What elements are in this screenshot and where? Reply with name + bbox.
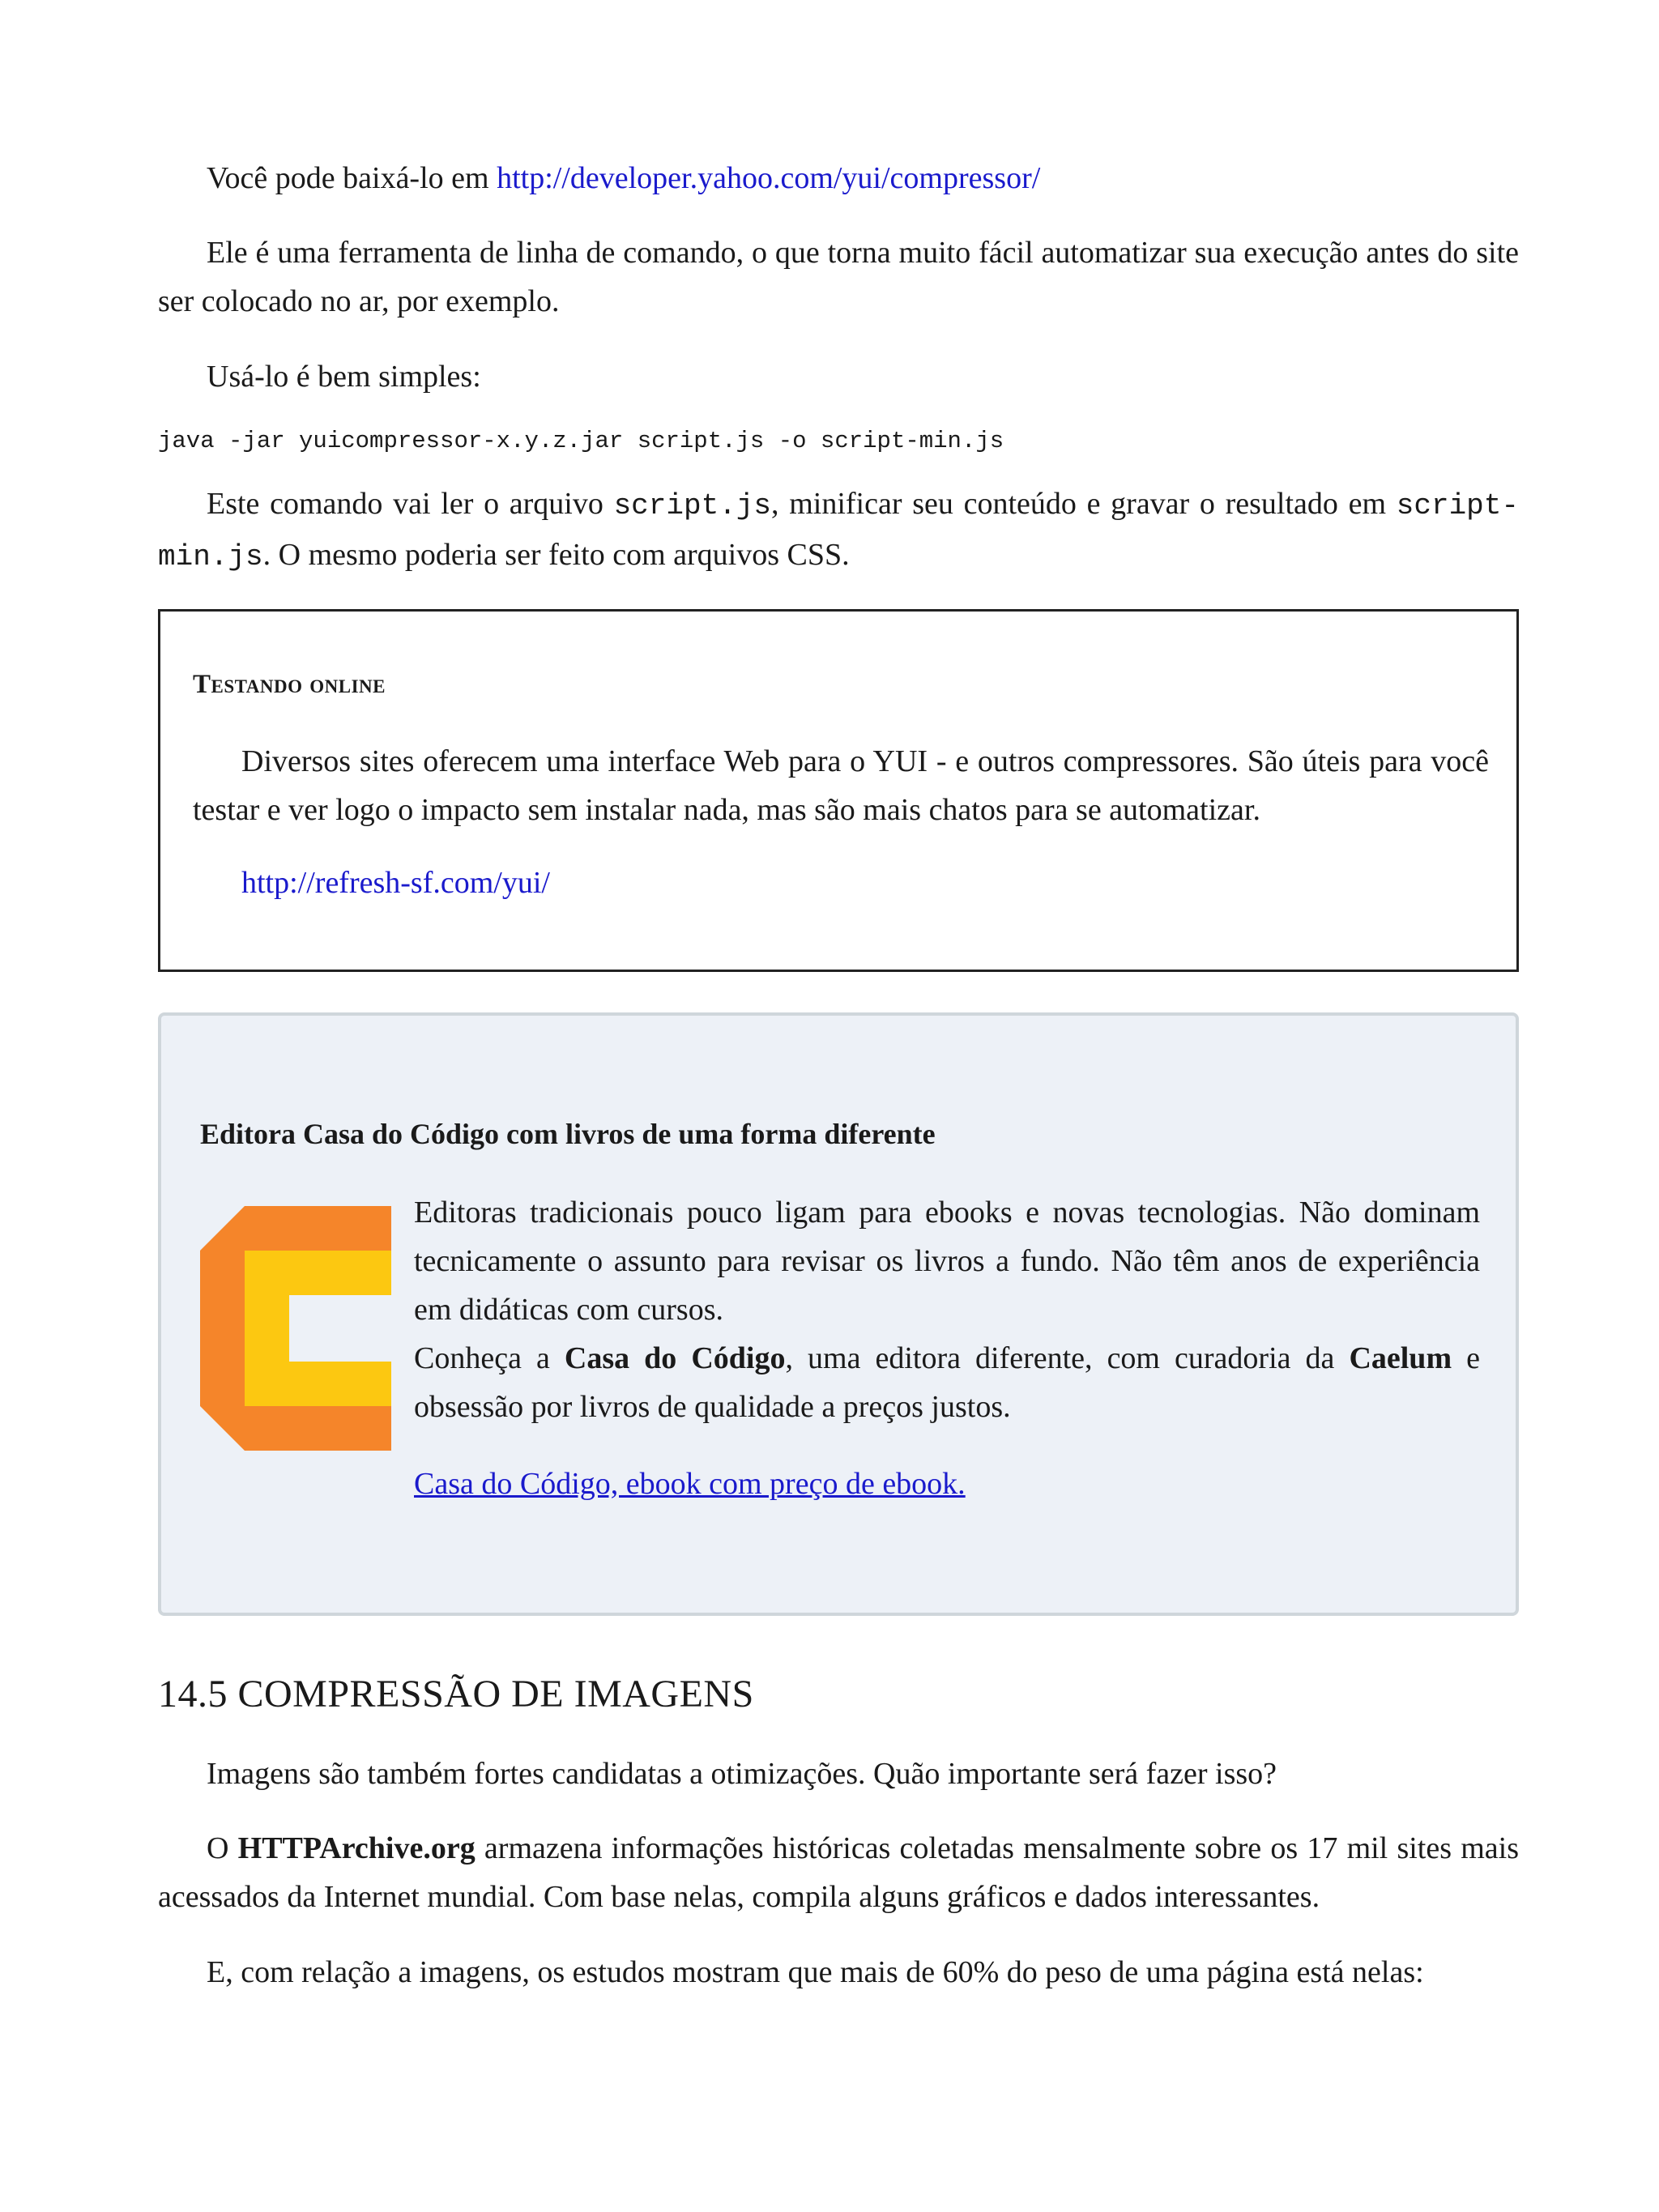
sidebar-title: Testando online [193,670,386,699]
promo-text: Editoras tradicionais pouco ligam para ebooks e novas tecnologias. Não dominam tecnicamente o assunto para revisar os livros a fundo. Não têm anos de experiência em didáticas com cursos. Conheça a Casa do Código, uma editora diferente, com curadoria da Caelum e obsessão por livros de qualidade a preços justos. [414,1196,1480,1424]
promo-title: Editora Casa do Código com livros de uma forma diferente [200,1118,936,1150]
casa-do-codigo-bold: Casa do Código [564,1341,786,1375]
casa-do-codigo-promo [158,1012,1519,1616]
caelum-bold: Caelum [1349,1341,1452,1375]
command-explanation-paragraph: Este comando vai ler o arquivo script.js, minificar seu conteúdo e gravar o resultado em script-min.js. O mesmo poderia ser feito com arquivos CSS. [158,487,1519,573]
casa-do-codigo-link[interactable]: Casa do Código, ebook com preço de ebook. [414,1467,966,1501]
section-paragraph-1: Imagens são também fortes candidatas a otimizações. Quão importante será fazer isso? [207,1757,1277,1791]
section-paragraph-2: O HTTPArchive.org armazena informações históricas coletadas mensalmente sobre os 17 mil sites mais acessados da Internet mundial. Com base nelas, compila alguns gráficos e dados interessantes. [158,1831,1519,1914]
section-paragraph-3: E, com relação a imagens, os estudos mostram que mais de 60% do peso de uma página está nelas: [207,1955,1424,1989]
section-heading: 14.5 COMPRESSÃO DE IMAGENS [158,1673,754,1715]
sidebar-body: Diversos sites oferecem uma interface Web para o YUI - e outros compressores. São úteis para você testar e ver logo o impacto sem instalar nada, mas são mais chatos para se automatizar. [193,744,1489,827]
inline-code-script-js: script.js [613,489,772,522]
sidebar-link-paragraph [193,859,1489,907]
command-code-block: java -jar yuicompressor-x.y.z.jar script.js -o script-min.js [158,428,1004,454]
refresh-sf-link[interactable]: http://refresh-sf.com/yui/ [241,866,550,900]
download-paragraph: Você pode baixá-lo em http://developer.yahoo.com/yui/compressor/ [207,161,1041,195]
httparchive-bold: HTTPArchive.org [237,1831,476,1865]
inline-code-script-min-js: script-min.js [158,489,1519,573]
casa-do-codigo-logo-icon [200,1206,391,1451]
promo-link-paragraph [414,1460,966,1508]
yui-compressor-link[interactable]: http://developer.yahoo.com/yui/compressor/ [497,161,1041,195]
testando-online-box [158,609,1519,972]
tool-description-paragraph: Ele é uma ferramenta de linha de comando, o que torna muito fácil automatizar sua execução antes do site ser colocado no ar, por exemplo. [158,236,1519,318]
usage-paragraph: Usá-lo é bem simples: [207,360,481,394]
